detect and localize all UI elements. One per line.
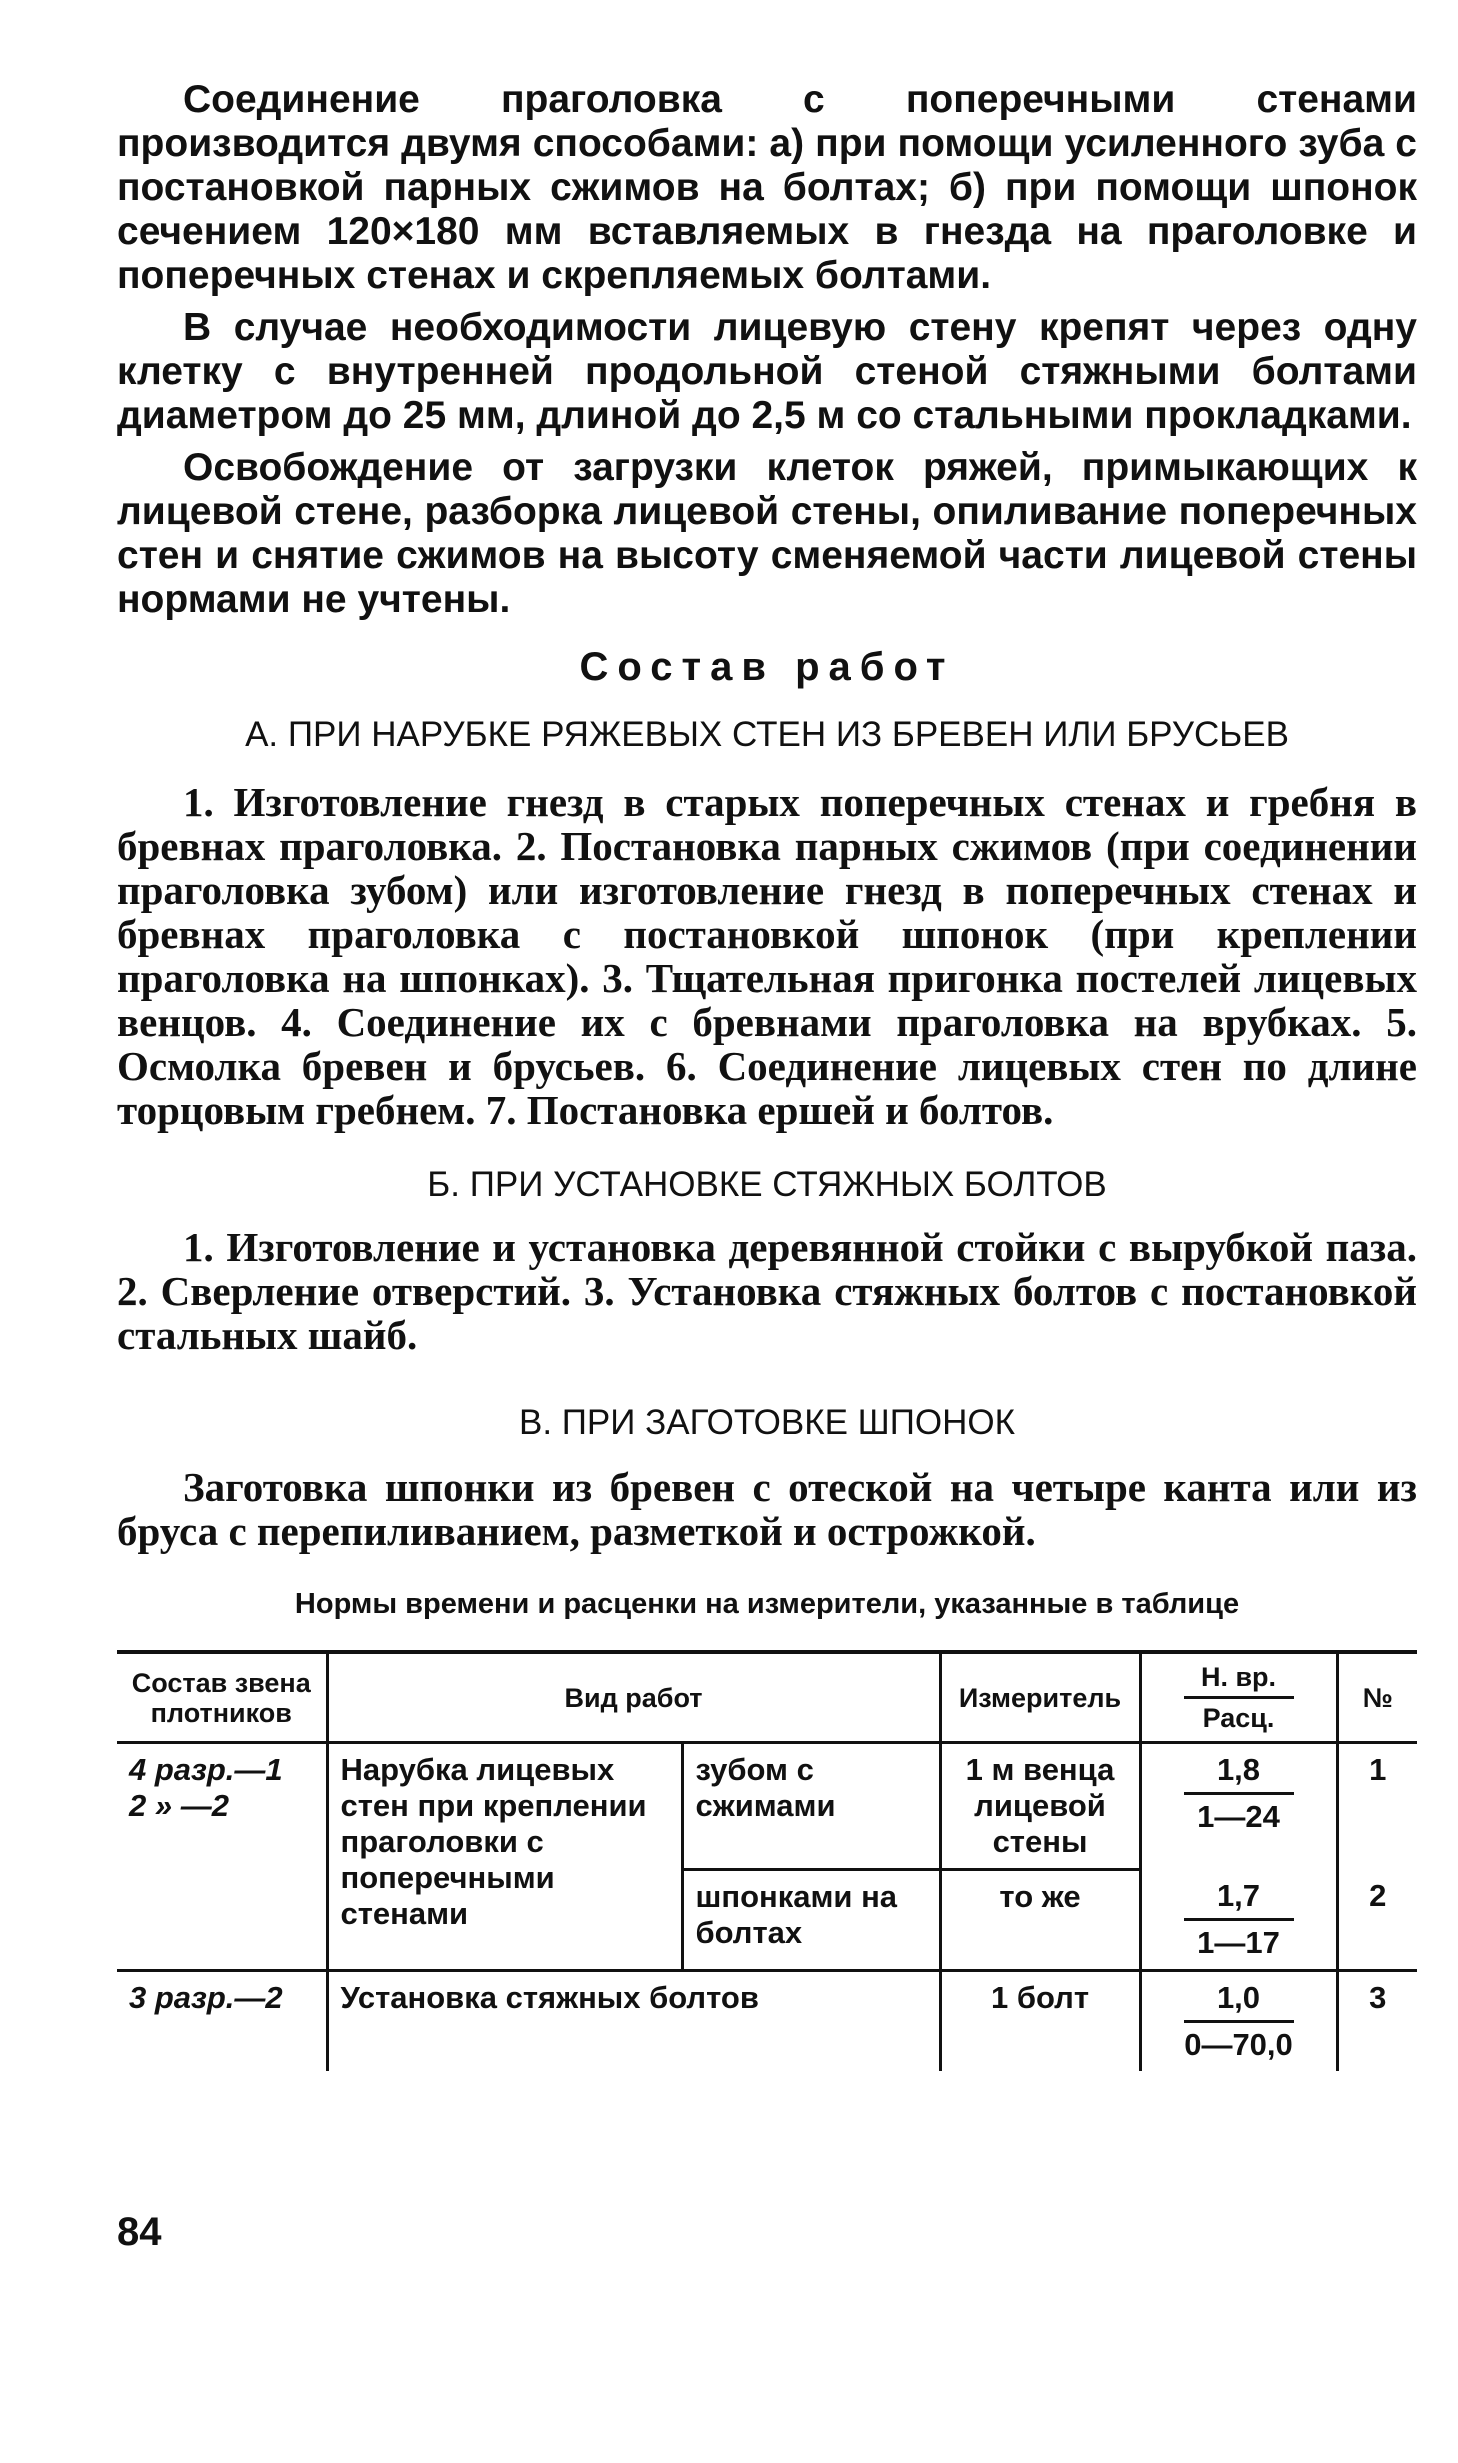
crew-cell xyxy=(117,1970,327,2071)
norms-table xyxy=(117,1650,1417,2071)
norm-value: 1,0 xyxy=(1184,1980,1294,2023)
table-header xyxy=(117,1652,1417,1743)
norm-cell xyxy=(1140,1743,1337,1870)
section-v-text: Заготовка шпонки из бревен с отеской на четыре канта или из бруса с перепиливанием, разметкой и острожкой. xyxy=(117,1464,1417,1554)
section-title: Состав работ xyxy=(579,645,955,689)
crew-line: 3 разр.—2 xyxy=(129,1979,283,2015)
header-norm-fraction xyxy=(1184,1662,1294,1733)
work-sub-cell: шпонками на болтах xyxy=(682,1870,940,1971)
crew-cell xyxy=(117,1743,327,1971)
num-cell: 3 xyxy=(1337,1970,1417,2071)
crew-line: 2 » —2 xyxy=(129,1788,229,1823)
norm-fraction xyxy=(1184,1752,1294,1835)
crew-line: 4 разр.—1 xyxy=(129,1752,283,1787)
table-caption: Нормы времени и расценки на измерители, указанные в таблице xyxy=(294,1588,1240,1620)
page-number: 84 xyxy=(117,2210,162,2254)
norm-value: 1,8 xyxy=(1184,1752,1294,1795)
norm-cell xyxy=(1140,1970,1337,2071)
unit-cell: 1 м венца лицевой стены xyxy=(940,1743,1140,1870)
intro-paragraph: Освобождение от загрузки клеток ряжей, примыкающих к лицевой стене, разборка лицевой стены, опиливание поперечных стен и снятие сжимов на высоту сменяемой части лицевой стены нормами не учтены. xyxy=(117,446,1417,621)
header-norm-bottom: Расц. xyxy=(1202,1703,1275,1733)
num-cell: 1 xyxy=(1337,1743,1417,1870)
intro-paragraph: В случае необходимости лицевую стену крепят через одну клетку с внутренней продольной стеной стяжными болтами диаметром до 25 мм, длиной до 2,5 м со стальными прокладками. xyxy=(117,306,1417,437)
table-row xyxy=(117,1743,1417,1870)
header-unit: Измеритель xyxy=(940,1652,1140,1743)
section-a-text: 1. Изготовление гнезд в старых поперечных стенах и гребня в бревнах праголовка. 2. Постановка парных сжимов (при соединении праголовка зубом) или изготовление гнезд в поперечных стенах и бревнах праголовка с постановкой шпонок (при креплении праголовка на шпонках). 3. Тщательная пригонка постелей лицевых венцов. 4. Соединение их с бревнами праголовка на врубках. 5. Осмолка бревен и брусьев. 6. Соединение лицевых стен по длине торцовым гребнем. 7. Постановка ершей и болтов. xyxy=(117,779,1417,1133)
price-value: 1—17 xyxy=(1197,1924,1280,1960)
price-value: 0—70,0 xyxy=(1184,2026,1293,2062)
header-num: № xyxy=(1337,1652,1417,1743)
price-value: 1—24 xyxy=(1197,1799,1280,1834)
header-norm xyxy=(1140,1652,1337,1743)
norm-fraction xyxy=(1184,1878,1294,1961)
work-sub-cell: зубом с сжимами xyxy=(682,1743,940,1870)
work-main-cell: Нарубка лицевых стен при креплении праголовки с поперечными стенами xyxy=(327,1743,682,1971)
header-crew: Состав звена плотников xyxy=(131,1667,311,1728)
table-row xyxy=(117,1970,1417,2071)
header-work: Вид работ xyxy=(327,1652,940,1743)
subheading-a: А. ПРИ НАРУБКЕ РЯЖЕВЫХ СТЕН ИЗ БРЕВЕН ИЛИ БРУСЬЕВ xyxy=(245,715,1289,754)
section-b-text: 1. Изготовление и установка деревянной стойки с вырубкой паза. 2. Сверление отверстий. 3. Установка стяжных болтов с постановкой стальных шайб. xyxy=(117,1224,1417,1358)
norm-cell xyxy=(1140,1870,1337,1971)
norm-value: 1,7 xyxy=(1184,1878,1294,1921)
subheading-v: В. ПРИ ЗАГОТОВКЕ ШПОНОК xyxy=(518,1403,1016,1442)
unit-cell: 1 болт xyxy=(940,1970,1140,2071)
work-main-cell: Установка стяжных болтов xyxy=(327,1970,940,2071)
intro-paragraph: Соединение праголовка с поперечными стенами производится двумя способами: а) при помощи усиленного зуба с постановкой парных сжимов на болтах; б) при помощи шпонок сечением 120×180 мм вставляемых в гнезда на праголовке и поперечных стенах и скрепляемых болтами. xyxy=(117,78,1417,297)
unit-cell: то же xyxy=(940,1870,1140,1971)
num-cell: 2 xyxy=(1337,1870,1417,1971)
subheading-b: Б. ПРИ УСТАНОВКЕ СТЯЖНЫХ БОЛТОВ xyxy=(427,1165,1107,1204)
norm-fraction xyxy=(1184,1980,1294,2063)
intro-text xyxy=(117,78,1417,630)
header-norm-top: Н. вр. xyxy=(1184,1662,1294,1699)
